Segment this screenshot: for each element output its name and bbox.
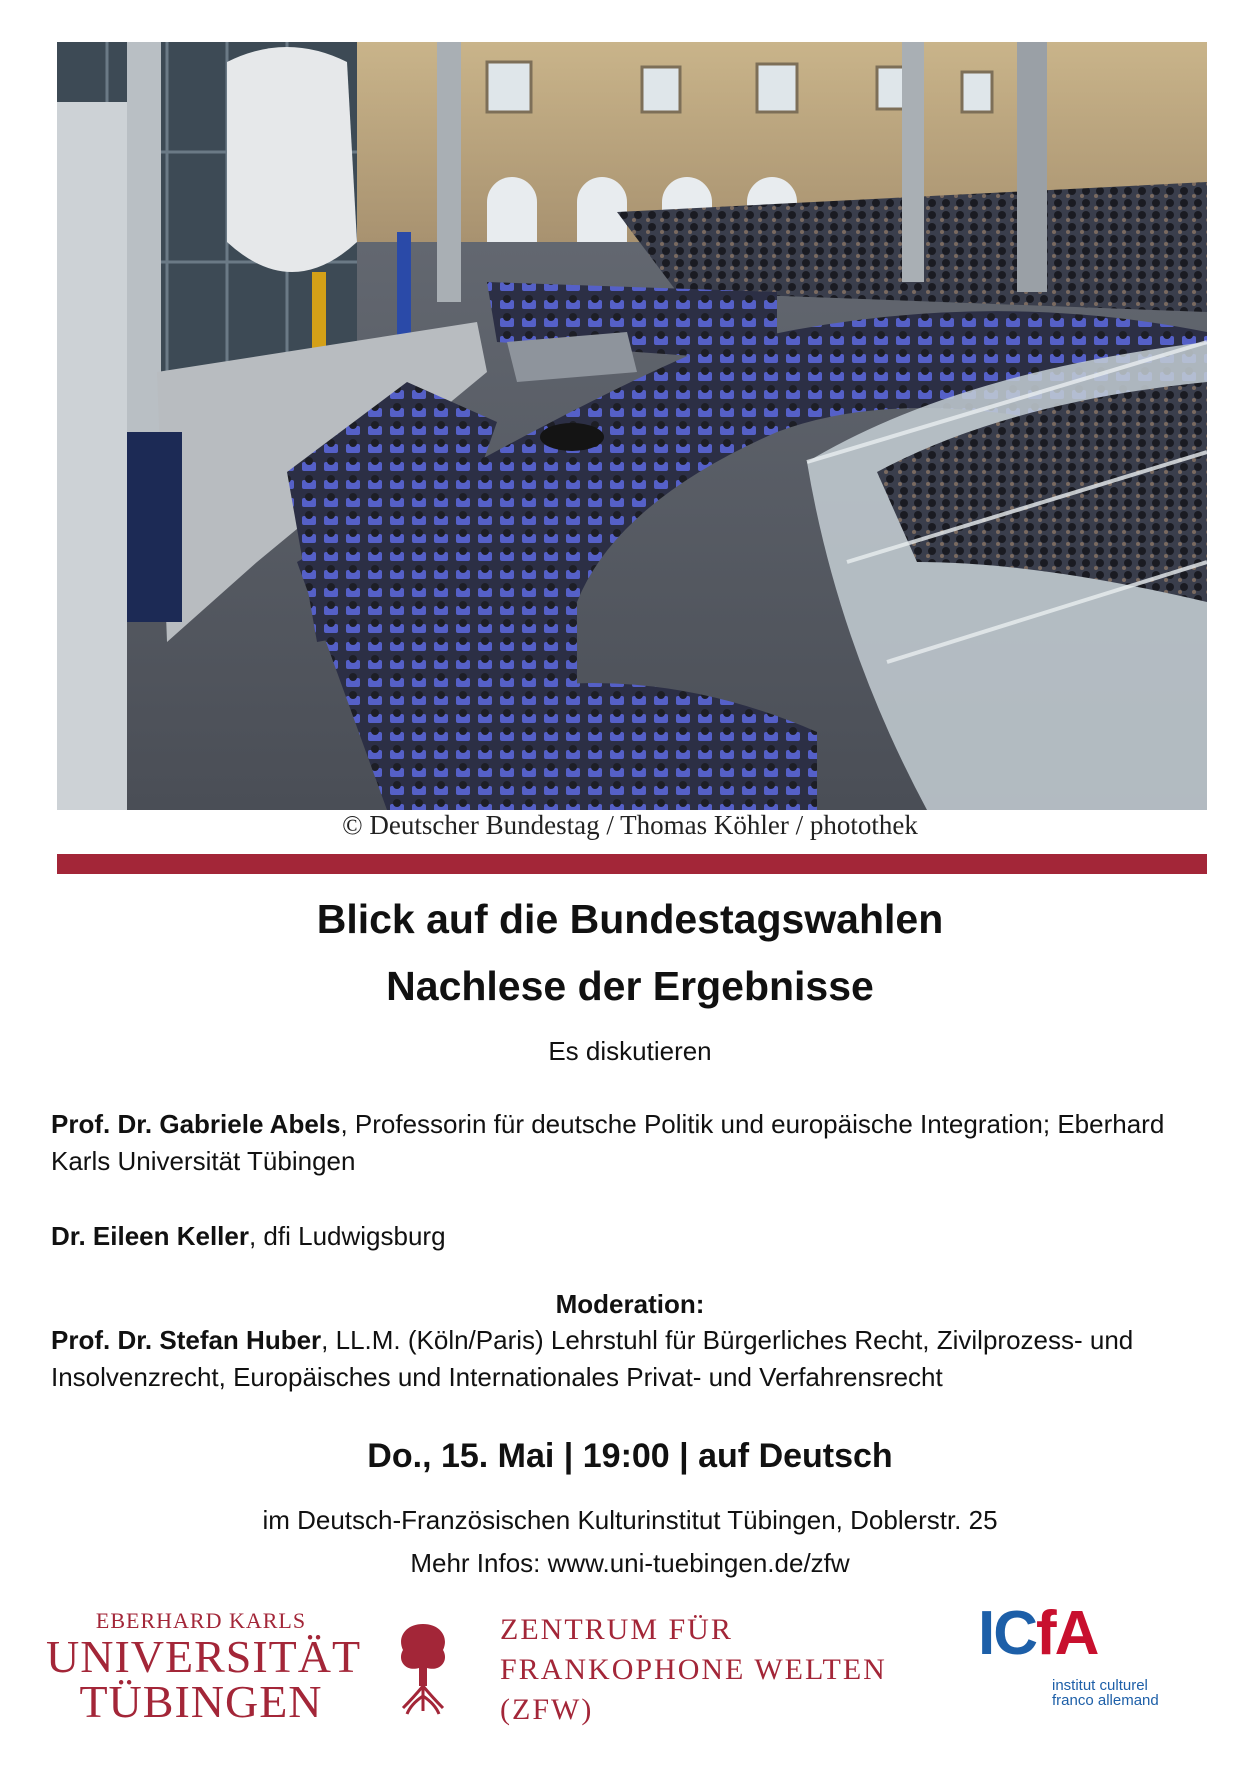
speaker-2 [51, 1218, 1211, 1255]
icfa-letters-fa: fA [1036, 1599, 1098, 1668]
university-tuebingen-logo [46, 1608, 362, 1727]
icfa-logo [978, 1598, 1178, 1718]
zfw-logo-line3: (ZFW) [500, 1693, 594, 1726]
event-title: Blick auf die Bundestagswahlen [316, 896, 944, 942]
event-date-time: Do., 15. Mai | 19:00 | auf Deutsch [367, 1437, 893, 1475]
ut-logo-line3: TÜBINGEN [79, 1676, 323, 1727]
speaker-1-affiliation: , Professorin für deutsche Politik und europäische Integration; Eberhard Karls Universität Tübingen [51, 1109, 1165, 1176]
icfa-sub-line2: franco allemand [1052, 1692, 1159, 1709]
zfw-logo-line2: FRANKOPHONE WELTEN [500, 1653, 887, 1686]
moderator-affiliation: , LL.M. (Köln/Paris) Lehrstuhl für Bürgerliches Recht, Zivilprozess- und Insolvenzrecht, Europäisches und Internationales Privat- und Verfahrensrecht [51, 1325, 1134, 1392]
event-venue: im Deutsch-Französischen Kulturinstitut Tübingen, Doblerstr. 25 [262, 1505, 998, 1535]
event-subtitle: Nachlese der Ergebnisse [386, 963, 874, 1009]
ut-logo-line1: EBERHARD KARLS [95, 1608, 307, 1633]
photo-credit: © Deutscher Bundestag / Thomas Köhler / photothek [342, 810, 918, 840]
accent-divider [57, 854, 1207, 874]
speaker-1 [51, 1106, 1211, 1180]
speaker-2-name: Dr. Eileen Keller [51, 1221, 249, 1251]
zfw-logo-line1: ZENTRUM FÜR [500, 1613, 733, 1646]
intro-text: Es diskutieren [548, 1036, 712, 1066]
zfw-logo [500, 1610, 887, 1730]
speaker-1-name: Prof. Dr. Gabriele Abels [51, 1109, 341, 1139]
moderator [51, 1322, 1211, 1396]
moderator-name: Prof. Dr. Stefan Huber [51, 1325, 322, 1355]
icfa-letters-ic: IC [978, 1599, 1036, 1668]
more-info-link: Mehr Infos: www.uni-tuebingen.de/zfw [410, 1548, 850, 1578]
plenary-hall-photo [57, 42, 1207, 810]
tree-icon [393, 1616, 453, 1716]
moderation-label: Moderation: [555, 1289, 705, 1319]
icfa-sub-line1: institut culturel [1052, 1677, 1148, 1694]
ut-logo-line2: UNIVERSITÄT [46, 1631, 362, 1682]
speaker-2-affiliation: , dfi Ludwigsburg [248, 1221, 446, 1251]
